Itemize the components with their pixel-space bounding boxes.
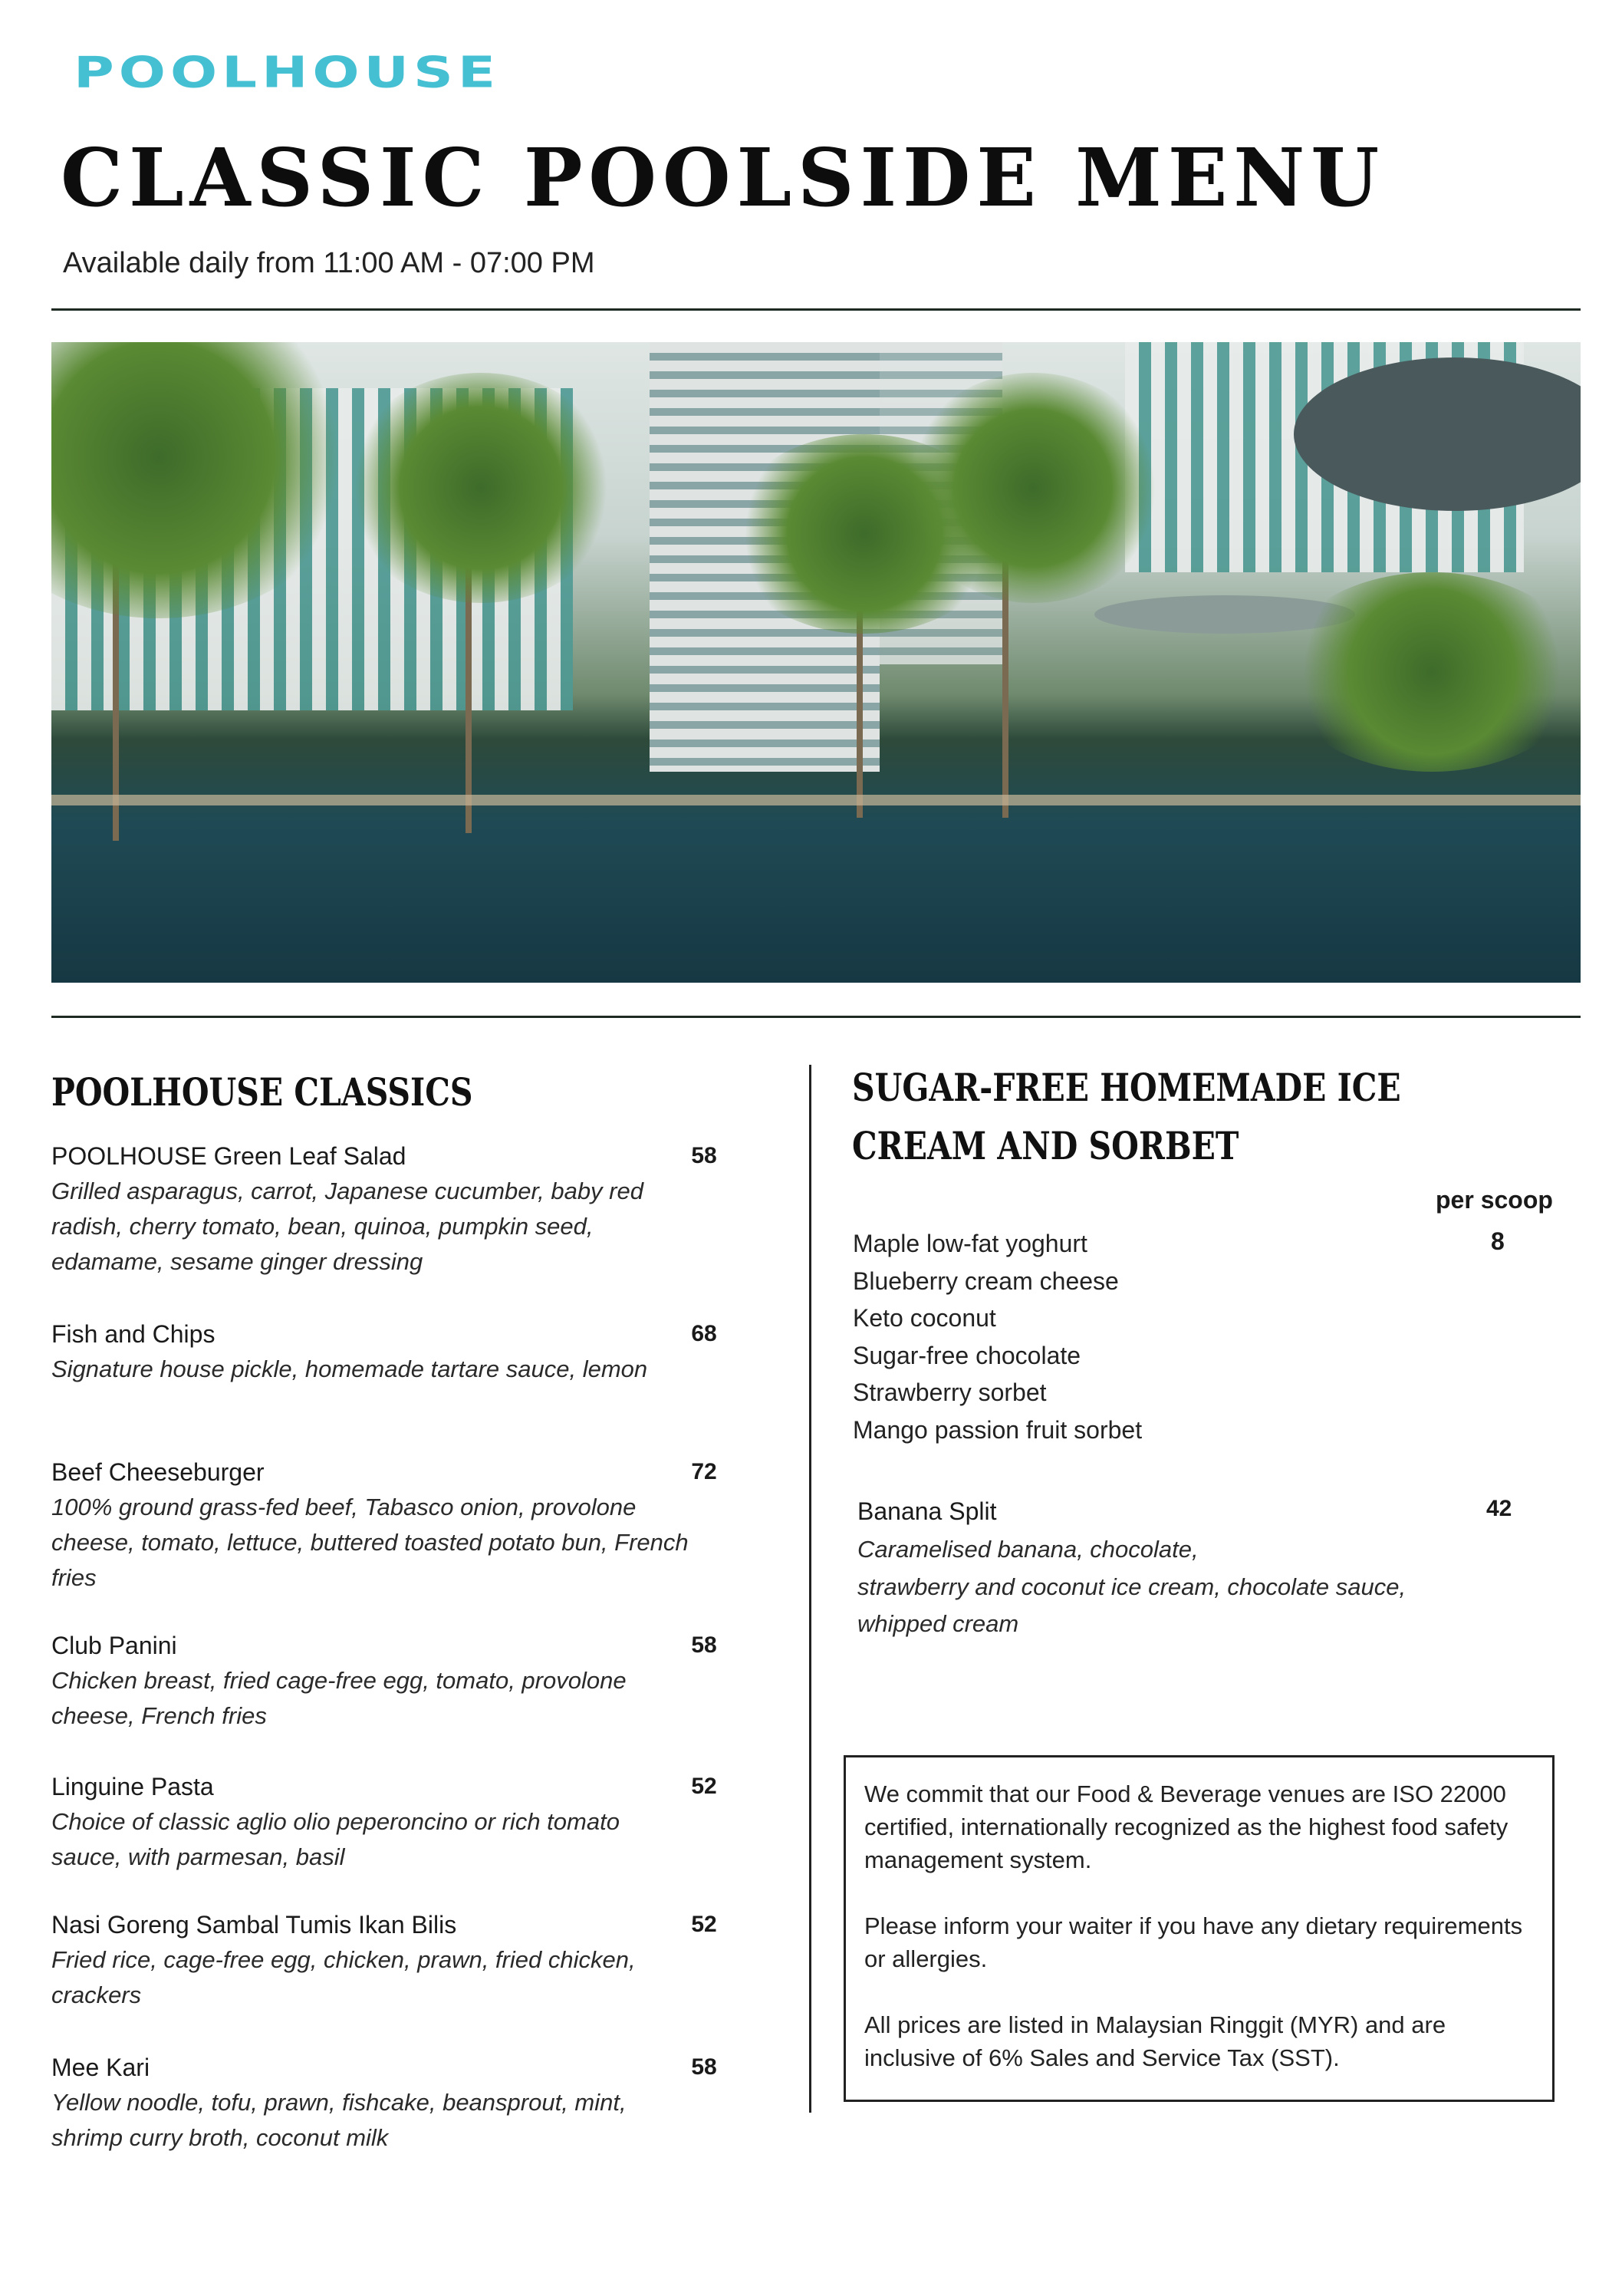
- item-price: 52: [691, 1912, 717, 1937]
- per-scoop-price: 8: [1491, 1227, 1505, 1255]
- item-description: Chicken breast, fried cage-free egg, tomato, provolone cheese, French fries: [51, 1667, 627, 1729]
- flavour-item: Maple low-fat yoghurt: [853, 1230, 1087, 1257]
- item-name: Linguine Pasta: [51, 1773, 214, 1800]
- item-name: POOLHOUSE Green Leaf Salad: [51, 1142, 406, 1170]
- iso-notice: We commit that our Food & Beverage venues are ISO 22000 certified, internationally recognized as the highest food safety management system.: [864, 1780, 1508, 1873]
- item-name: Fish and Chips: [51, 1320, 215, 1348]
- section-heading: SUGAR-FREE HOMEMADE ICE: [852, 1065, 1401, 1110]
- desc-line: strawberry and coconut ice cream, chocolate sauce,: [857, 1573, 1407, 1600]
- divider-top: [51, 308, 1581, 311]
- flavour-item: Strawberry sorbet: [853, 1379, 1047, 1406]
- flavour-item: Keto coconut: [853, 1304, 996, 1332]
- flavour-list: [853, 1225, 1142, 1448]
- item-price: 58: [691, 2054, 717, 2080]
- column-divider: [809, 1065, 811, 2113]
- section-heading: CREAM AND SORBET: [852, 1123, 1239, 1168]
- item-price: 72: [691, 1459, 717, 1484]
- item-description: Grilled asparagus, carrot, Japanese cucumber, baby red radish, cherry tomato, bean, quinoa, pumpkin seed, edamame, sesame ginger dressing: [51, 1178, 643, 1275]
- item-description: 100% ground grass-fed beef, Tabasco onion, provolone cheese, tomato, lettuce, buttered toasted potato bun, French fries: [51, 1494, 689, 1591]
- poolhouse-logo: POOLHOUSE: [74, 47, 501, 97]
- item-description: Yellow noodle, tofu, prawn, fishcake, beansprout, mint, shrimp curry broth, coconut milk: [51, 2089, 627, 2151]
- desc-line: whipped cream: [857, 1610, 1019, 1637]
- pricing-notice: All prices are listed in Malaysian Ringgit (MYR) and are inclusive of 6% Sales and Service Tax (SST).: [864, 2011, 1446, 2071]
- item-price: 52: [691, 1774, 717, 1799]
- item-price: 58: [691, 1632, 717, 1658]
- menu-item: [51, 1769, 696, 1875]
- item-description: Fried rice, cage-free egg, chicken, prawn, fried chicken, crackers: [51, 1946, 636, 2008]
- allergy-notice: Please inform your waiter if you have any dietary requirements or allergies.: [864, 1912, 1523, 1972]
- item-price: 58: [691, 1143, 717, 1168]
- menu-item: [51, 1454, 696, 1596]
- item-description: Choice of classic aglio olio peperoncino or rich tomato sauce, with parmesan, basil: [51, 1808, 620, 1870]
- menu-item: [51, 1628, 696, 1734]
- per-scoop-label: per scoop: [1436, 1186, 1553, 1214]
- item-name: Mee Kari: [51, 2054, 150, 2081]
- item-name: Club Panini: [51, 1632, 177, 1659]
- menu-item: [51, 2050, 696, 2156]
- section-heading: POOLHOUSE CLASSICS: [51, 1069, 473, 1115]
- flavour-item: Blueberry cream cheese: [853, 1267, 1119, 1295]
- banana-split-description: [857, 1531, 1406, 1643]
- item-name: Beef Cheeseburger: [51, 1458, 265, 1486]
- divider-middle: [51, 1016, 1581, 1018]
- banana-split-price: 42: [1486, 1496, 1512, 1521]
- poolside-photo: [51, 342, 1581, 983]
- page-title: CLASSIC POOLSIDE MENU: [61, 130, 1385, 225]
- menu-item: [51, 1138, 696, 1280]
- item-name: Nasi Goreng Sambal Tumis Ikan Bilis: [51, 1911, 457, 1939]
- menu-item: [51, 1316, 696, 1387]
- item-price: 68: [691, 1321, 717, 1346]
- item-description: Signature house pickle, homemade tartare sauce, lemon: [51, 1356, 648, 1382]
- menu-item: [51, 1907, 696, 2013]
- desc-line: Caramelised banana, chocolate,: [857, 1536, 1199, 1563]
- flavour-item: Mango passion fruit sorbet: [853, 1415, 1143, 1444]
- banana-split-name: Banana Split: [857, 1497, 997, 1525]
- flavour-item: Sugar-free chocolate: [853, 1341, 1081, 1369]
- notice-box: [844, 1755, 1555, 2102]
- availability-hours: Available daily from 11:00 AM - 07:00 PM: [63, 247, 595, 279]
